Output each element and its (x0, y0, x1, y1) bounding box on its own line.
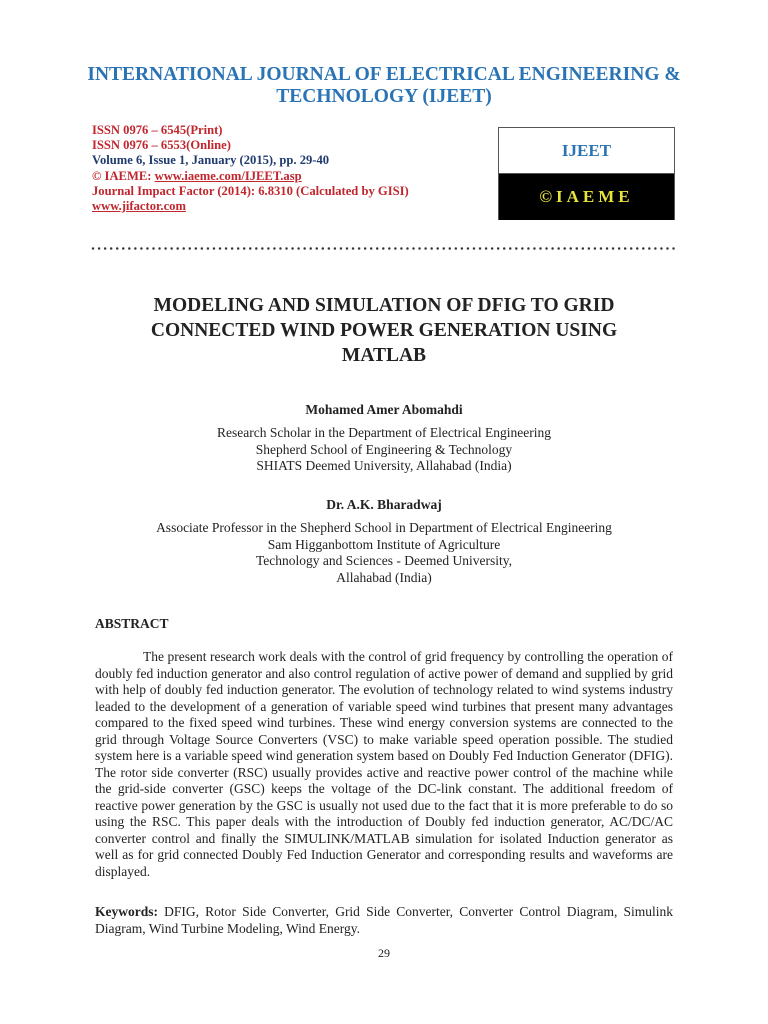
badge-publisher: ©IAEME (499, 174, 674, 220)
author-affiliation-line: Associate Professor in the Shepherd School in Department of Electrical Engineering (156, 520, 612, 536)
paper-title-line-3: MATLAB (341, 345, 427, 366)
author-block (60, 402, 708, 475)
jifactor-link[interactable]: www.jifactor.com (92, 199, 186, 214)
author-block (60, 497, 708, 586)
paper-title-line-1: MODELING AND SIMULATION OF DFIG TO GRID (153, 295, 615, 316)
journal-title-line-1: INTERNATIONAL JOURNAL OF ELECTRICAL ENGINEERING & (87, 64, 681, 85)
author-name: Mohamed Amer Abomahdi (305, 402, 463, 417)
journal-title (40, 64, 728, 108)
publication-meta (92, 123, 409, 214)
author-affiliation-line: Technology and Sciences - Deemed University, (255, 553, 513, 569)
copyright-prefix: © IAEME: (92, 168, 155, 183)
issn-print: ISSN 0976 – 6545(Print) (92, 123, 223, 137)
iaeme-link[interactable]: www.iaeme.com/IJEET.asp (154, 168, 302, 183)
copyright-line (92, 169, 409, 184)
author-affiliation-line: Allahabad (India) (336, 569, 432, 585)
volume-info: Volume 6, Issue 1, January (2015), pp. 29-40 (92, 153, 330, 168)
jifactor-line (92, 199, 409, 214)
page-number: 29 (378, 946, 390, 960)
keywords-text: DFIG, Rotor Side Converter, Grid Side Converter, Converter Control Diagram, Simulink Diagram, Wind Turbine Modeling, Wind Energy. (95, 904, 673, 936)
keywords (95, 904, 673, 937)
issn-online: ISSN 0976 – 6553(Online) (92, 138, 231, 153)
author-affiliation-line: Shepherd School of Engineering & Technology (255, 441, 513, 457)
author-affiliation-line: Research Scholar in the Department of Electrical Engineering (217, 425, 551, 441)
author-affiliation-line: SHIATS Deemed University, Allahabad (India) (256, 458, 512, 474)
author-affiliation-line: Sam Higganbottom Institute of Agriculture (267, 536, 501, 552)
paper-title (60, 293, 708, 368)
paper-title-line-2: CONNECTED WIND POWER GENERATION USING (150, 320, 618, 341)
journal-title-line-2: TECHNOLOGY (IJEET) (276, 86, 492, 107)
abstract-body: The present research work deals with the control of grid frequency by controlling the operation of doubly fed induction generator and also control regulation of active power of demand and supplied by grid with help of doubly fed induction generator. The evolution of technology related to wind systems industry leaded to the development of a generation of variable speed wind turbines that present many advantages compared to the fixed speed wind turbines. These wind energy conversion systems are connected to the grid through Voltage Source Converters (VSC) to make variable speed operation possible. The studied system here is a variable speed wind generation system based on Doubly Fed Induction Generator (DFIG). The rotor side converter (RSC) usually provides active and reactive power control of the machine while the grid-side converter (GSC) keeps the voltage of the DC-link constant. The additional freedom of reactive power generation by the GSC is usually not used due to the fact that it is more preferable to do so using the RSC. This paper deals with the introduction of Doubly fed induction generator, AC/DC/AC converter control and finally the SIMULINK/MATLAB simulation for isolated Induction generator as well as for grid connected Doubly Fed Induction Generator and corresponding results and waveforms are displayed. (95, 649, 673, 879)
keywords-label: Keywords: (95, 904, 158, 919)
badge-journal-abbrev: IJEET (499, 128, 674, 174)
journal-badge (498, 127, 675, 220)
abstract-heading: ABSTRACT (95, 616, 169, 631)
impact-factor: Journal Impact Factor (2014): 6.8310 (Calculated by GISI) (92, 183, 409, 198)
author-name: Dr. A.K. Bharadwaj (326, 497, 442, 512)
dotted-divider (90, 247, 678, 250)
